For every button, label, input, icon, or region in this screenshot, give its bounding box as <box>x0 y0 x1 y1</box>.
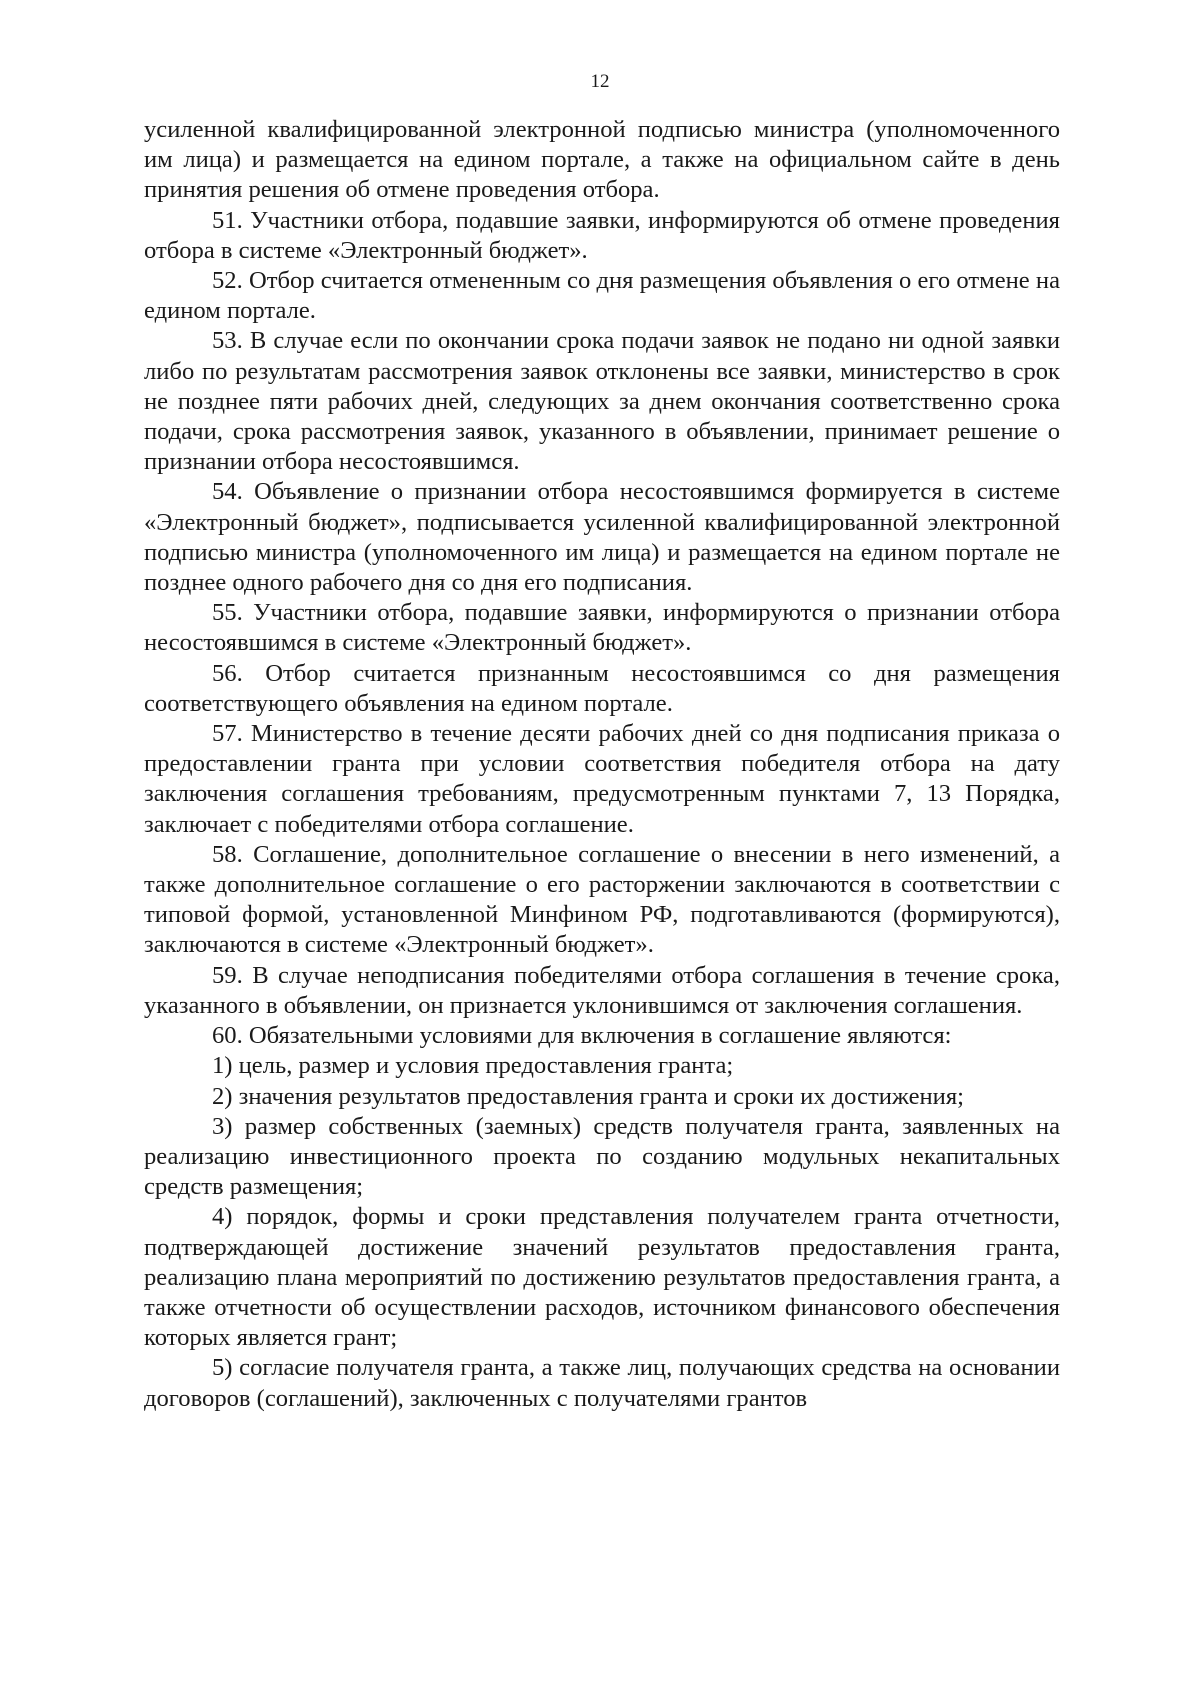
list-item-2: 2) значения результатов предоставления гранта и сроки их достижения; <box>212 1082 964 1110</box>
page-number: 12 <box>590 71 610 92</box>
paragraph-56: 56. Отбор считается признанным несостоявшимся со дня размещения соответствующего объявления на едином портале. <box>144 659 1060 717</box>
document-body <box>144 115 1060 1414</box>
list-item-4: 4) порядок, формы и сроки представления получателем гранта отчетности, подтверждающей достижение значений результатов предоставления гранта, реализацию плана мероприятий по достижению результатов предоставления гранта, а также отчетности об осуществлении расходов, источником финансового обеспечения которых является грант; <box>144 1203 1060 1352</box>
paragraph-52: 52. Отбор считается отмененным со дня размещения объявления о его отмене на едином портале. <box>144 267 1060 325</box>
paragraph-60: 60. Обязательными условиями для включения в соглашение являются: <box>212 1022 952 1050</box>
paragraph-53: 53. В случае если по окончании срока подачи заявок не подано ни одной заявки либо по результатам рассмотрения заявок отклонены все заявки, министерство в срок не позднее пяти рабочих дней, следующих за днем окончания соответственно срока подачи, срока рассмотрения заявок, указанного в объявлении, принимает решение о признании отбора несостоявшимся. <box>144 327 1060 476</box>
list-item-3: 3) размер собственных (заемных) средств получателя гранта, заявленных на реализацию инвестиционного проекта по созданию модульных некапитальных средств размещения; <box>144 1112 1060 1201</box>
paragraph-51: 51. Участники отбора, подавшие заявки, информируются об отмене проведения отбора в системе «Электронный бюджет». <box>144 206 1060 264</box>
paragraph-55: 55. Участники отбора, подавшие заявки, информируются о признании отбора несостоявшимся в системе «Электронный бюджет». <box>144 599 1060 657</box>
paragraph-58: 58. Соглашение, дополнительное соглашение о внесении в него изменений, а также дополнительное соглашение о его расторжении заключаются в соответствии с типовой формой, установленной Минфином РФ, подготавливаются (формируются), заключаются в системе «Электронный бюджет». <box>144 840 1060 959</box>
list-item-1: 1) цель, размер и условия предоставления гранта; <box>212 1052 734 1080</box>
paragraph-57: 57. Министерство в течение десяти рабочих дней со дня подписания приказа о предоставлении гранта при условии соответствия победителя отбора на дату заключения соглашения требованиям, предусмотренным пунктами 7, 13 Порядка, заключает с победителями отбора соглашение. <box>144 720 1060 838</box>
paragraph-59: 59. В случае неподписания победителями отбора соглашения в течение срока, указанного в объявлении, он признается уклонившимся от заключения соглашения. <box>144 961 1060 1019</box>
list-item-5: 5) согласие получателя гранта, а также лиц, получающих средства на основании договоров (соглашений), заключенных с получателями грантов <box>144 1354 1060 1412</box>
paragraph-54: 54. Объявление о признании отбора несостоявшимся формируется в системе «Электронный бюджет», подписывается усиленной квалифицированной электронной подписью министра (уполномоченного им лица) и размещается на едином портале не позднее одного рабочего дня со дня его подписания. <box>144 478 1060 597</box>
paragraph-continuation: усиленной квалифицированной электронной подписью министра (уполномоченного им лица) и размещается на едином портале, а также на официальном сайте в день принятия решения об отмене проведения отбора. <box>144 116 1060 204</box>
